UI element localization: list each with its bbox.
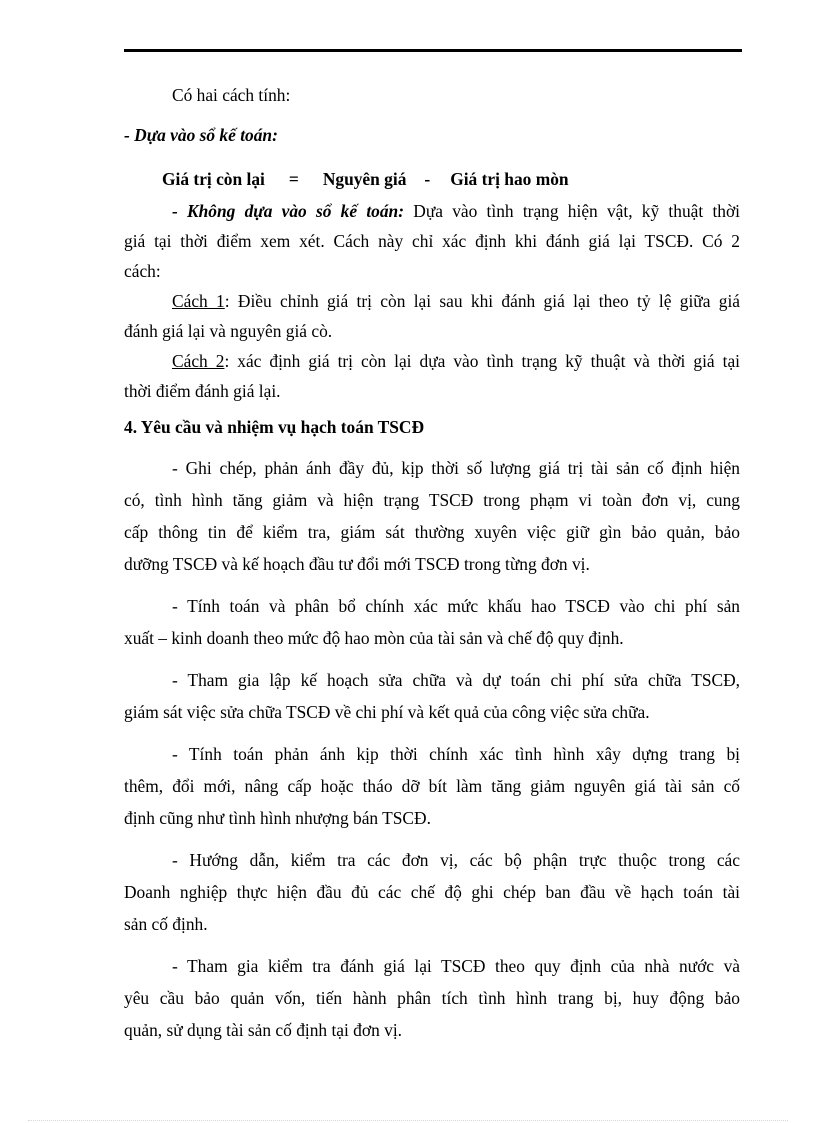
paragraph-6 <box>124 950 740 1046</box>
paragraph-line: dưỡng TSCĐ và kế hoạch đầu tư đổi mới TSCĐ trong từng đơn vị. <box>124 554 590 574</box>
section-heading: 4. Yêu cầu và nhiệm vụ hạch toán TSCĐ <box>124 417 425 437</box>
paragraph-line: - Tham gia kiểm tra đánh giá lại TSCĐ theo quy định của nhà nước và <box>172 956 740 976</box>
paragraph-line: quản, sử dụng tài sản cố định tại đơn vị. <box>124 1020 402 1040</box>
cach1-line1-text: : Điều chỉnh giá trị còn lại sau khi đánh giá lại theo tỷ lệ giữa giá <box>224 291 740 311</box>
cach2-line2: thời điểm đánh giá lại. <box>124 381 281 401</box>
intro-line: Có hai cách tính: <box>172 85 291 105</box>
paragraph-line: sản cố định. <box>124 914 208 934</box>
paragraph-line: Doanh nghiệp thực hiện đầu đủ các chế độ ghi chép ban đầu về hạch toán tài <box>124 882 740 902</box>
paragraph-line: - Ghi chép, phản ánh đầy đủ, kịp thời số lượng giá trị tài sản cố định hiện <box>172 458 740 478</box>
cach2-label: Cách 2 <box>172 351 225 371</box>
paragraph-5 <box>124 844 740 940</box>
paragraph-2 <box>124 590 740 654</box>
document-body <box>124 80 740 1046</box>
header-rule <box>124 49 742 52</box>
paragraph-line: - Tính toán phản ánh kịp thời chính xác tình hình xây dựng trang bị <box>172 744 740 764</box>
paragraph-line: - Tham gia lập kế hoạch sửa chữa và dự toán chi phí sửa chữa TSCĐ, <box>172 670 740 690</box>
paragraph-line: xuất – kinh doanh theo mức độ hao mòn của tài sản và chế độ quy định. <box>124 628 624 648</box>
paragraph-3 <box>124 664 740 728</box>
method2-title: - Không dựa vào sổ kế toán: <box>172 201 405 221</box>
paragraph-1 <box>124 452 740 580</box>
cach2-line1-text: : xác định giá trị còn lại dựa vào tình trạng kỹ thuật và thời giá tại <box>224 351 740 371</box>
method2-line2: giá tại thời điểm xem xét. Cách này chỉ xác định khi đánh giá lại TSCĐ. Có 2 <box>124 231 740 251</box>
method2-line3: cách: <box>124 261 161 281</box>
paragraph-line: - Tính toán và phân bổ chính xác mức khấu hao TSCĐ vào chi phí sản <box>172 596 740 616</box>
formula-minus: - <box>424 169 431 189</box>
formula-right: Giá trị hao mòn <box>450 169 569 189</box>
cach1-line1 <box>124 286 740 316</box>
formula-equals: = <box>288 169 299 189</box>
method2-line1-text: Dựa vào tình trạng hiện vật, kỹ thuật thời <box>404 201 740 221</box>
paragraph-line: - Hướng dẫn, kiểm tra các đơn vị, các bộ phận trực thuộc trong các <box>172 850 740 870</box>
page-bottom-border <box>28 1120 788 1121</box>
method2-line1 <box>124 196 740 226</box>
cach1-label: Cách 1 <box>172 291 225 311</box>
paragraph-line: thêm, đổi mới, nâng cấp hoặc tháo dỡ bít làm tăng giảm nguyên giá tài sản cố <box>124 776 740 796</box>
formula-left: Giá trị còn lại <box>162 169 265 189</box>
method1-title: - Dựa vào sổ kế toán: <box>124 125 278 145</box>
paragraph-line: định cũng như tình hình nhượng bán TSCĐ. <box>124 808 431 828</box>
paragraph-line: giám sát việc sửa chữa TSCĐ về chi phí và kết quả của công việc sửa chữa. <box>124 702 650 722</box>
paragraph-line: cấp thông tin để kiểm tra, giám sát thường xuyên việc giữ gìn bảo quản, bảo <box>124 522 740 542</box>
formula-mid: Nguyên giá <box>322 169 407 189</box>
paragraph-line: có, tình hình tăng giảm và hiện trạng TSCĐ trong phạm vi toàn đơn vị, cung <box>124 490 740 510</box>
cach1-line2: đánh giá lại và nguyên giá cò. <box>124 321 333 341</box>
cach2-line1 <box>124 346 740 376</box>
paragraph-4 <box>124 738 740 834</box>
paragraph-line: yêu cầu bảo quản vốn, tiến hành phân tích tình hình trang bị, huy động bảo <box>124 988 740 1008</box>
formula <box>124 164 740 194</box>
